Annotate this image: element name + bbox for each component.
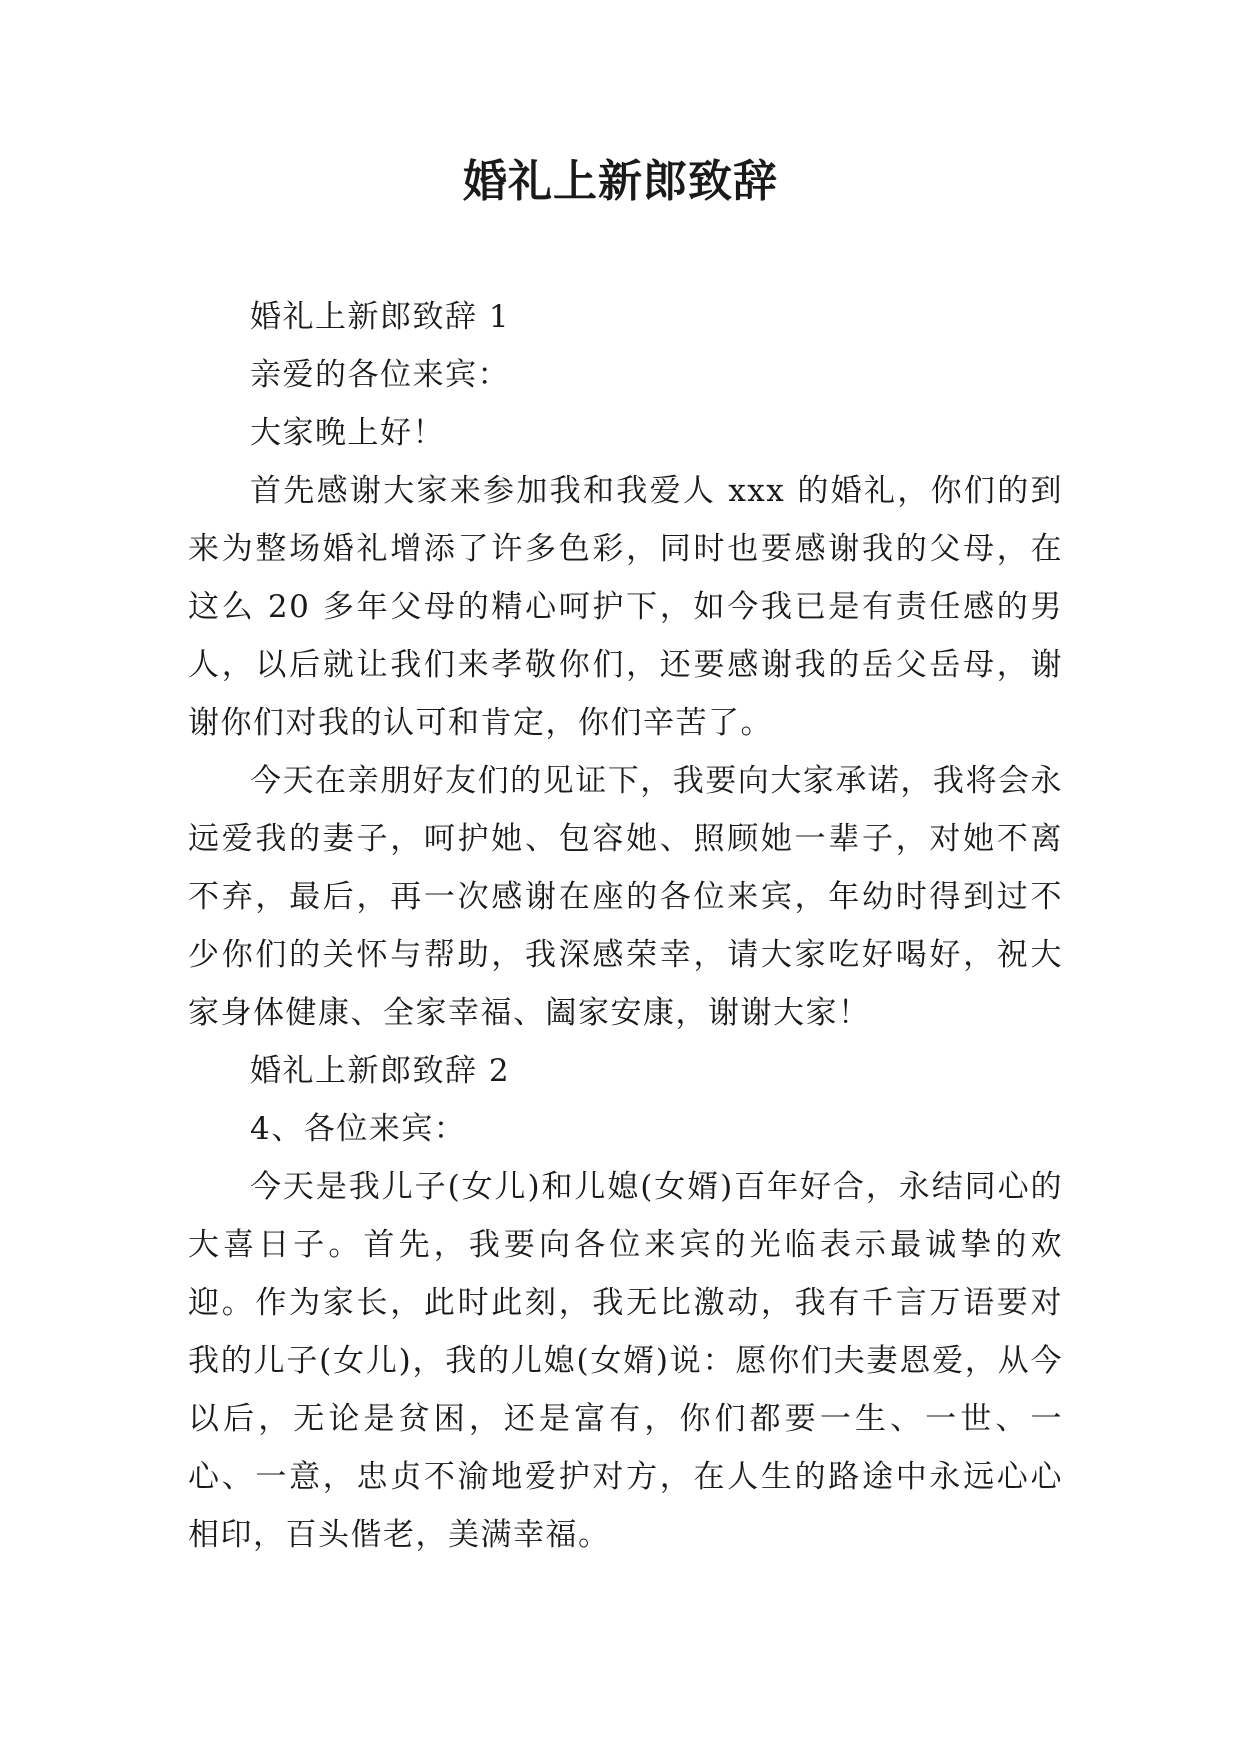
section-heading-1: 婚礼上新郎致辞 1 bbox=[250, 299, 511, 335]
body-paragraph: 首先感谢大家来参加我和我爱人 xxx 的婚礼，你们的到来为整场婚礼增添了许多色彩，同时也要感谢我的父母，在这么 20 多年父母的精心呵护下，如今我已是有责任感的男人，以后就让我们来孝敬你们，还要感谢我的岳父岳母，谢谢你们对我的认可和肯定，你们辛苦了。 bbox=[188, 473, 1063, 741]
salutation: 亲爱的各位来宾： bbox=[250, 357, 510, 393]
section-heading-2: 婚礼上新郎致辞 2 bbox=[250, 1053, 511, 1089]
body-paragraph: 今天是我儿子(女儿)和儿媳(女婿)百年好合，永结同心的大喜日子。首先，我要向各位来宾的光临表示最诚挚的欢迎。作为家长，此时此刻，我无比激动，我有千言万语要对我的儿子(女儿)，我的儿媳(女婿)说：愿你们夫妻恩爱，从今以后，无论是贫困，还是富有，你们都要一生、一世、一心、一意，忠贞不渝地爱护对方，在人生的路途中永远心心相印，百头偕老，美满幸福。 bbox=[188, 1169, 1063, 1553]
body-paragraph: 今天在亲朋好友们的见证下，我要向大家承诺，我将会永远爱我的妻子，呵护她、包容她、照顾她一辈子，对她不离不弃，最后，再一次感谢在座的各位来宾，年幼时得到过不少你们的关怀与帮助，我深感荣幸，请大家吃好喝好，祝大家身体健康、全家幸福、阖家安康，谢谢大家！ bbox=[188, 763, 1063, 1031]
salutation: 4、各位来宾： bbox=[250, 1111, 467, 1147]
document-body bbox=[188, 288, 1063, 1564]
document-title: 婚礼上新郎致辞 bbox=[463, 156, 778, 207]
greeting: 大家晚上好！ bbox=[250, 415, 445, 451]
